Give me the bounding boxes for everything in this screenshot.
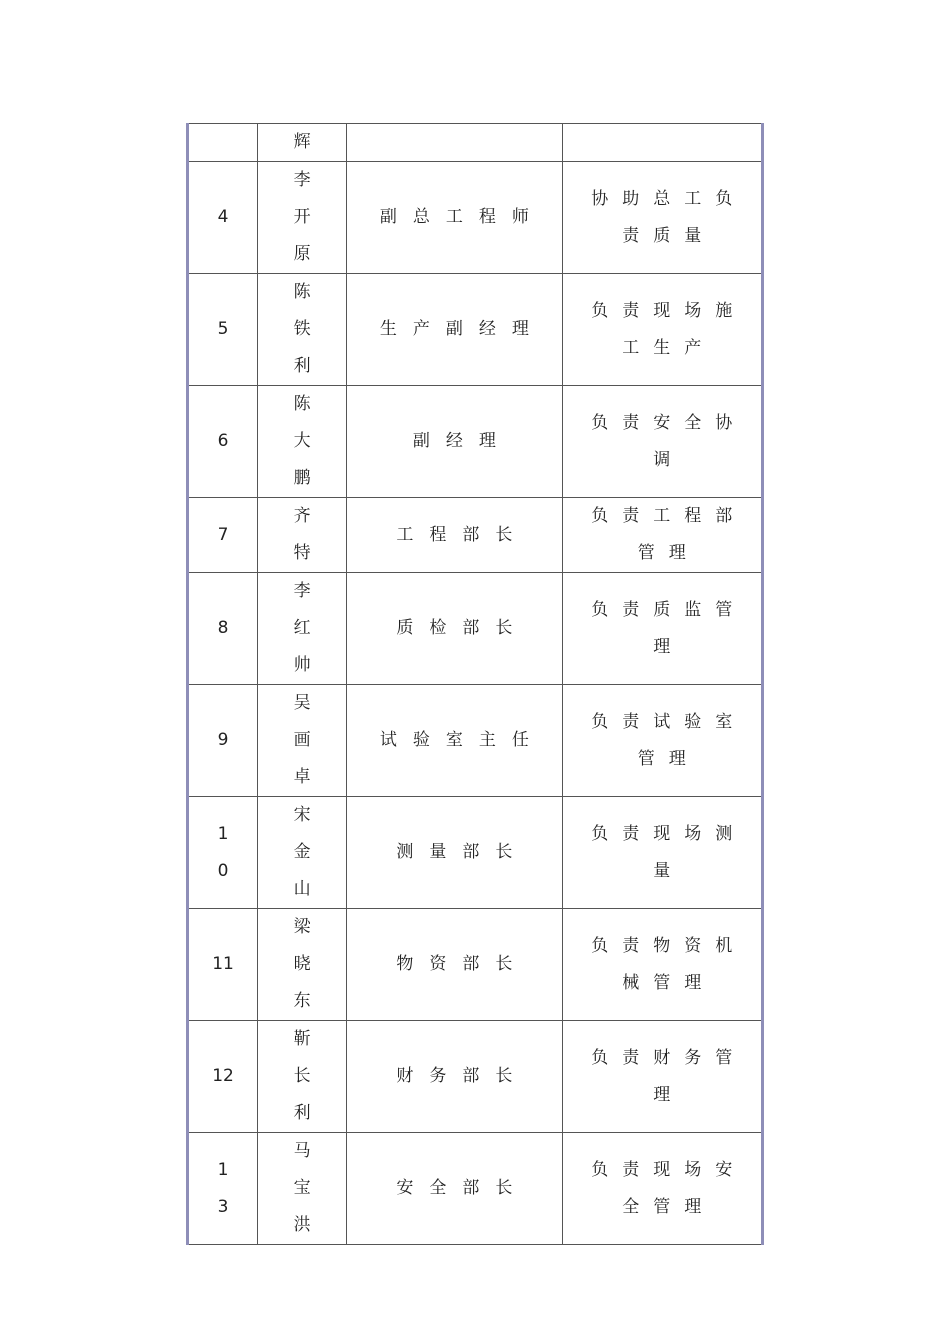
table-row	[188, 1133, 763, 1245]
staff-duty	[562, 124, 762, 162]
row-number: 12	[188, 1021, 258, 1133]
staff-position: 物资部长	[347, 909, 562, 1021]
staff-name: 陈 大 鹏	[258, 386, 347, 498]
staff-duty: 负责工程部 管理	[562, 498, 762, 573]
staff-name: 梁 晓 东	[258, 909, 347, 1021]
staff-duty: 协助总工负 责质量	[562, 162, 762, 274]
table-row	[188, 498, 763, 573]
staff-duty: 负责财务管 理	[562, 1021, 762, 1133]
staff-duty: 负责安全协 调	[562, 386, 762, 498]
staff-name: 辉	[258, 124, 347, 162]
staff-table	[186, 123, 764, 1245]
table-row	[188, 573, 763, 685]
row-number: 1 3	[188, 1133, 258, 1245]
row-number: 6	[188, 386, 258, 498]
staff-duty: 负责现场测 量	[562, 797, 762, 909]
staff-position	[347, 124, 562, 162]
row-number	[188, 124, 258, 162]
staff-duty: 负责物资机 械管理	[562, 909, 762, 1021]
staff-position: 测量部长	[347, 797, 562, 909]
staff-position: 生产副经理	[347, 274, 562, 386]
table-row	[188, 685, 763, 797]
staff-position: 质检部长	[347, 573, 562, 685]
staff-position: 副经理	[347, 386, 562, 498]
table-row	[188, 1021, 763, 1133]
staff-position: 财务部长	[347, 1021, 562, 1133]
staff-duty: 负责现场安 全管理	[562, 1133, 762, 1245]
row-number: 1 0	[188, 797, 258, 909]
row-number: 7	[188, 498, 258, 573]
staff-position: 试验室主任	[347, 685, 562, 797]
staff-name: 陈 铁 利	[258, 274, 347, 386]
staff-name: 吴 画 卓	[258, 685, 347, 797]
table-row	[188, 797, 763, 909]
row-number: 11	[188, 909, 258, 1021]
staff-name: 齐 特	[258, 498, 347, 573]
row-number: 4	[188, 162, 258, 274]
staff-duty: 负责现场施 工生产	[562, 274, 762, 386]
staff-position: 安全部长	[347, 1133, 562, 1245]
table-row	[188, 124, 763, 162]
row-number: 5	[188, 274, 258, 386]
staff-name: 靳 长 利	[258, 1021, 347, 1133]
staff-name: 马 宝 洪	[258, 1133, 347, 1245]
table-row	[188, 909, 763, 1021]
staff-duty: 负责试验室 管理	[562, 685, 762, 797]
table-row	[188, 274, 763, 386]
staff-position: 副总工程师	[347, 162, 562, 274]
staff-name: 李 红 帅	[258, 573, 347, 685]
row-number: 9	[188, 685, 258, 797]
staff-position: 工程部长	[347, 498, 562, 573]
staff-duty: 负责质监管 理	[562, 573, 762, 685]
staff-name: 宋 金 山	[258, 797, 347, 909]
table-row	[188, 162, 763, 274]
table-row	[188, 386, 763, 498]
staff-name: 李 开 原	[258, 162, 347, 274]
row-number: 8	[188, 573, 258, 685]
